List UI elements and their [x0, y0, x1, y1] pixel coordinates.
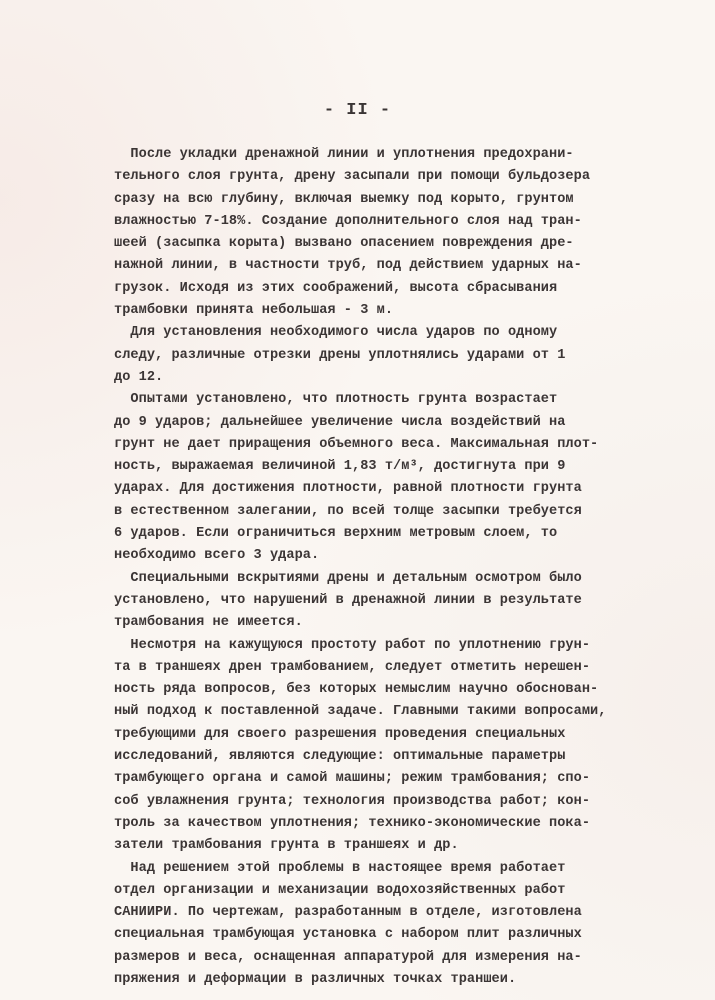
- text-line: размеров и веса, оснащенная аппаратурой для измерения на-: [114, 949, 582, 965]
- text-line: сразу на всю глубину, включая выемку под корыто, грунтом: [114, 191, 574, 207]
- text-line: Опытами установлено, что плотность грунта возрастает: [114, 392, 558, 408]
- text-line: Для установления необходимого числа ударов по одному: [114, 325, 558, 341]
- text-line: необходимо всего 3 удара.: [114, 548, 320, 564]
- text-line: та в траншеях дрен трамбованием, следует отметить нерешен-: [114, 659, 591, 675]
- text-line: до 9 ударов; дальнейшее увеличение числа воздействий на: [114, 414, 566, 430]
- text-line: После укладки дренажной линии и уплотнения предохрани-: [114, 147, 574, 162]
- text-line: установлено, что нарушений в дренажной линии в результате: [114, 592, 582, 608]
- text-line: ный подход к поставленной задаче. Главными такими вопросами,: [114, 704, 607, 720]
- text-line: трамбования не имеется.: [114, 615, 303, 631]
- text-line: тельного слоя грунта, дрену засыпали при помощи бульдозера: [114, 169, 591, 185]
- text-line: Специальными вскрытиями дрены и детальным осмотром было: [114, 570, 582, 586]
- text-line: 6 ударов. Если ограничиться верхним метровым слоем, то: [114, 526, 558, 542]
- text-line: шеей (засыпка корыта) вызвано опасением повреждения дре-: [114, 236, 574, 252]
- text-line: требующими для своего разрешения проведения специальных: [114, 726, 566, 742]
- text-line: САНИИРИ. По чертежам, разработанным в отделе, изготовлена: [114, 905, 582, 921]
- text-line: соб увлажнения грунта; технология производства работ; кон-: [114, 793, 591, 809]
- text-line: до 12.: [114, 369, 164, 385]
- text-line: грунт не дает приращения объемного веса. Максимальная плот-: [114, 436, 599, 452]
- text-line: ность, выражаемая величиной 1,83 т/м³, достигнута при 9: [114, 459, 566, 475]
- text-line: отдел организации и механизации водохозяйственных работ: [114, 882, 566, 898]
- text-line: следу, различные отрезки дрены уплотнялись ударами от 1: [114, 347, 566, 363]
- text-line: троль за качеством уплотнения; технико-экономические пока-: [114, 815, 591, 831]
- text-line: затели трамбования грунта в траншеях и др.: [114, 838, 459, 854]
- text-line: ность ряда вопросов, без которых немыслим научно обоснован-: [114, 682, 599, 698]
- text-line: ударах. Для достижения плотности, равной плотности грунта: [114, 481, 582, 497]
- body-text: [114, 144, 714, 991]
- text-line: грузок. Исходя из этих соображений, высота сбрасывания: [114, 280, 558, 296]
- text-line: трамбующего органа и самой машины; режим трамбования; спо-: [114, 771, 591, 787]
- text-line: пряжения и деформации в различных точках траншеи.: [114, 971, 517, 987]
- text-line: в естественном залегании, по всей толще засыпки требуется: [114, 503, 582, 519]
- text-line: специальная трамбующая установка с набором плит различных: [114, 927, 582, 943]
- page-number: - II -: [323, 101, 392, 120]
- text-line: влажностью 7-18%. Создание дополнительного слоя над тран-: [114, 213, 582, 229]
- text-line: исследований, являются следующие: оптимальные параметры: [114, 749, 566, 765]
- text-line: трамбовки принята небольшая - 3 м.: [114, 303, 394, 319]
- text-line: Над решением этой проблемы в настоящее время работает: [114, 860, 566, 876]
- text-line: Несмотря на кажущуюся простоту работ по уплотнению грун-: [114, 637, 591, 653]
- text-line: нажной линии, в частности труб, под действием ударных на-: [114, 258, 582, 274]
